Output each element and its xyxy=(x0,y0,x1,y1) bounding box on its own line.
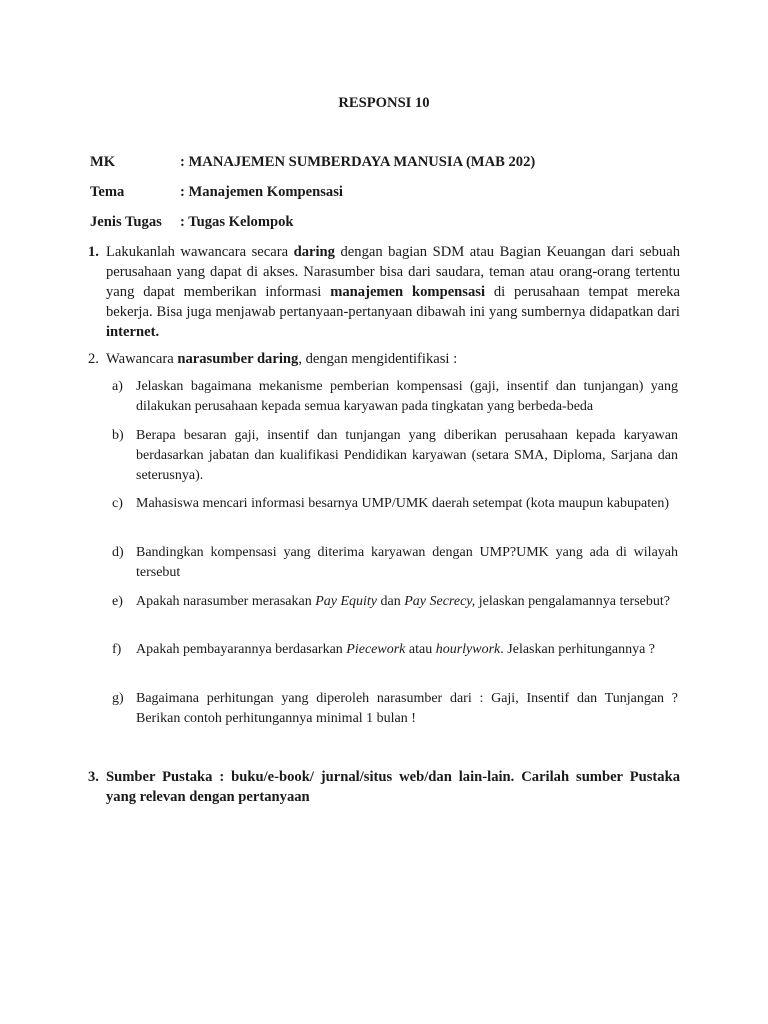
sub-f-text-part: atau xyxy=(405,642,436,657)
sub-item-f xyxy=(112,640,678,660)
sub-e-text-part: jelaskan pengalamannya tersebut? xyxy=(475,594,670,609)
sub-item-b xyxy=(112,426,678,486)
item1-text-part: dengan bagian SDM atau Bagian Keuangan dari sebuah perusahaan yang dapat di akses. Narasumber bisa dari saudara, teman atau orang-orang tertentu yang dapat memberikan informasi xyxy=(106,244,680,300)
sub-item-e-text xyxy=(136,592,678,612)
sub-item-g-letter: g) xyxy=(112,691,124,706)
sub-item-f-letter: f) xyxy=(112,642,122,657)
meta-tema-value: : Manajemen Kompensasi xyxy=(180,184,343,200)
meta-mk-row xyxy=(90,152,535,172)
meta-mk-label: MK xyxy=(90,154,116,170)
sub-item-b-text: Berapa besaran gaji, insentif dan tunjangan yang diberikan perusahaan kepada karyawan berdasarkan jabatan dan kualifikasi Pendidikan karyawan (setara SMA, Diploma, Sarjana dan seterusnya). xyxy=(136,428,678,483)
sub-f-italic-piecework: Piecework xyxy=(346,642,406,657)
document-title: RESPONSI 10 xyxy=(338,95,430,111)
sub-e-text-part: dan xyxy=(377,594,405,609)
list-item-1 xyxy=(88,242,680,342)
list-item-1-number: 1. xyxy=(88,244,99,260)
meta-jenis-value: : Tugas Kelompok xyxy=(180,214,294,230)
list-item-3 xyxy=(88,767,680,807)
sub-e-italic-pay-equity: Pay Equity xyxy=(315,594,378,609)
item1-text-part: Lakukanlah wawancara secara xyxy=(106,244,294,260)
sub-item-c-text: Mahasiswa mencari informasi besarnya UMP/UMK daerah setempat (kota maupun kabupaten) xyxy=(136,496,670,511)
list-item-2-text xyxy=(106,349,680,369)
meta-jenis-label: Jenis Tugas xyxy=(90,214,162,230)
sub-item-g xyxy=(112,689,678,729)
sub-item-d-letter: d) xyxy=(112,545,124,560)
sub-item-g-text: Bagaimana perhitungan yang diperoleh narasumber dari : Gaji, Insentif dan Tunjangan ? Berikan contoh perhitungannya minimal 1 bulan ! xyxy=(136,691,678,726)
list-item-1-text xyxy=(106,242,680,342)
list-item-2-number: 2. xyxy=(88,351,99,367)
sub-item-b-letter: b) xyxy=(112,428,124,443)
sub-f-text-part: Apakah pembayarannya berdasarkan xyxy=(136,642,347,657)
sub-f-italic-hourlywork: hourlywork xyxy=(435,642,501,657)
list-item-2 xyxy=(88,349,680,369)
sub-item-f-text xyxy=(136,640,678,660)
list-item-3-text: Sumber Pustaka : buku/e-book/ jurnal/situs web/dan lain-lain. Carilah sumber Pustaka yang relevan dengan pertanyaan xyxy=(106,769,680,805)
sub-item-a xyxy=(112,377,678,417)
meta-mk-value: : MANAJEMEN SUMBERDAYA MANUSIA (MAB 202) xyxy=(180,154,536,170)
sub-item-c xyxy=(112,494,678,514)
item2-bold-narasumber: narasumber daring xyxy=(177,351,299,367)
list-item-3-number: 3. xyxy=(88,769,99,785)
sub-item-c-letter: c) xyxy=(112,496,123,511)
sub-item-e xyxy=(112,592,678,612)
meta-tema-label: Tema xyxy=(90,184,125,200)
item1-bold-manajemen: manajemen kompensasi xyxy=(330,284,486,300)
sub-item-e-letter: e) xyxy=(112,594,123,609)
item1-text-part: di perusahaan tempat mereka bekerja. Bisa juga menjawab pertanyaan-pertanyaan dibawah ini yang sumbernya didapatkan dari xyxy=(106,284,681,320)
sub-item-a-text: Jelaskan bagaimana mekanisme pemberian kompensasi (gaji, insentif dan tunjangan) yang dilakukan perusahaan kepada semua karyawan pada tingkatan yang berbeda-beda xyxy=(136,379,678,414)
sub-item-d-text: Bandingkan kompensasi yang diterima karyawan dengan UMP?UMK yang ada di wilayah tersebut xyxy=(136,545,678,580)
sub-f-text-part: . Jelaskan perhitungannya ? xyxy=(500,642,656,657)
meta-tema-row xyxy=(90,182,343,202)
item2-text-part: , dengan mengidentifikasi : xyxy=(298,351,458,367)
sub-item-a-letter: a) xyxy=(112,379,123,394)
meta-jenis-row xyxy=(90,212,294,232)
sub-e-text-part: Apakah narasumber merasakan xyxy=(136,594,316,609)
item2-text-part: Wawancara xyxy=(106,351,178,367)
item1-bold-daring: daring xyxy=(293,244,335,260)
sub-item-d xyxy=(112,543,678,583)
item1-bold-internet: internet. xyxy=(106,324,160,340)
sub-e-italic-pay-secrecy: Pay Secrecy, xyxy=(404,594,476,609)
